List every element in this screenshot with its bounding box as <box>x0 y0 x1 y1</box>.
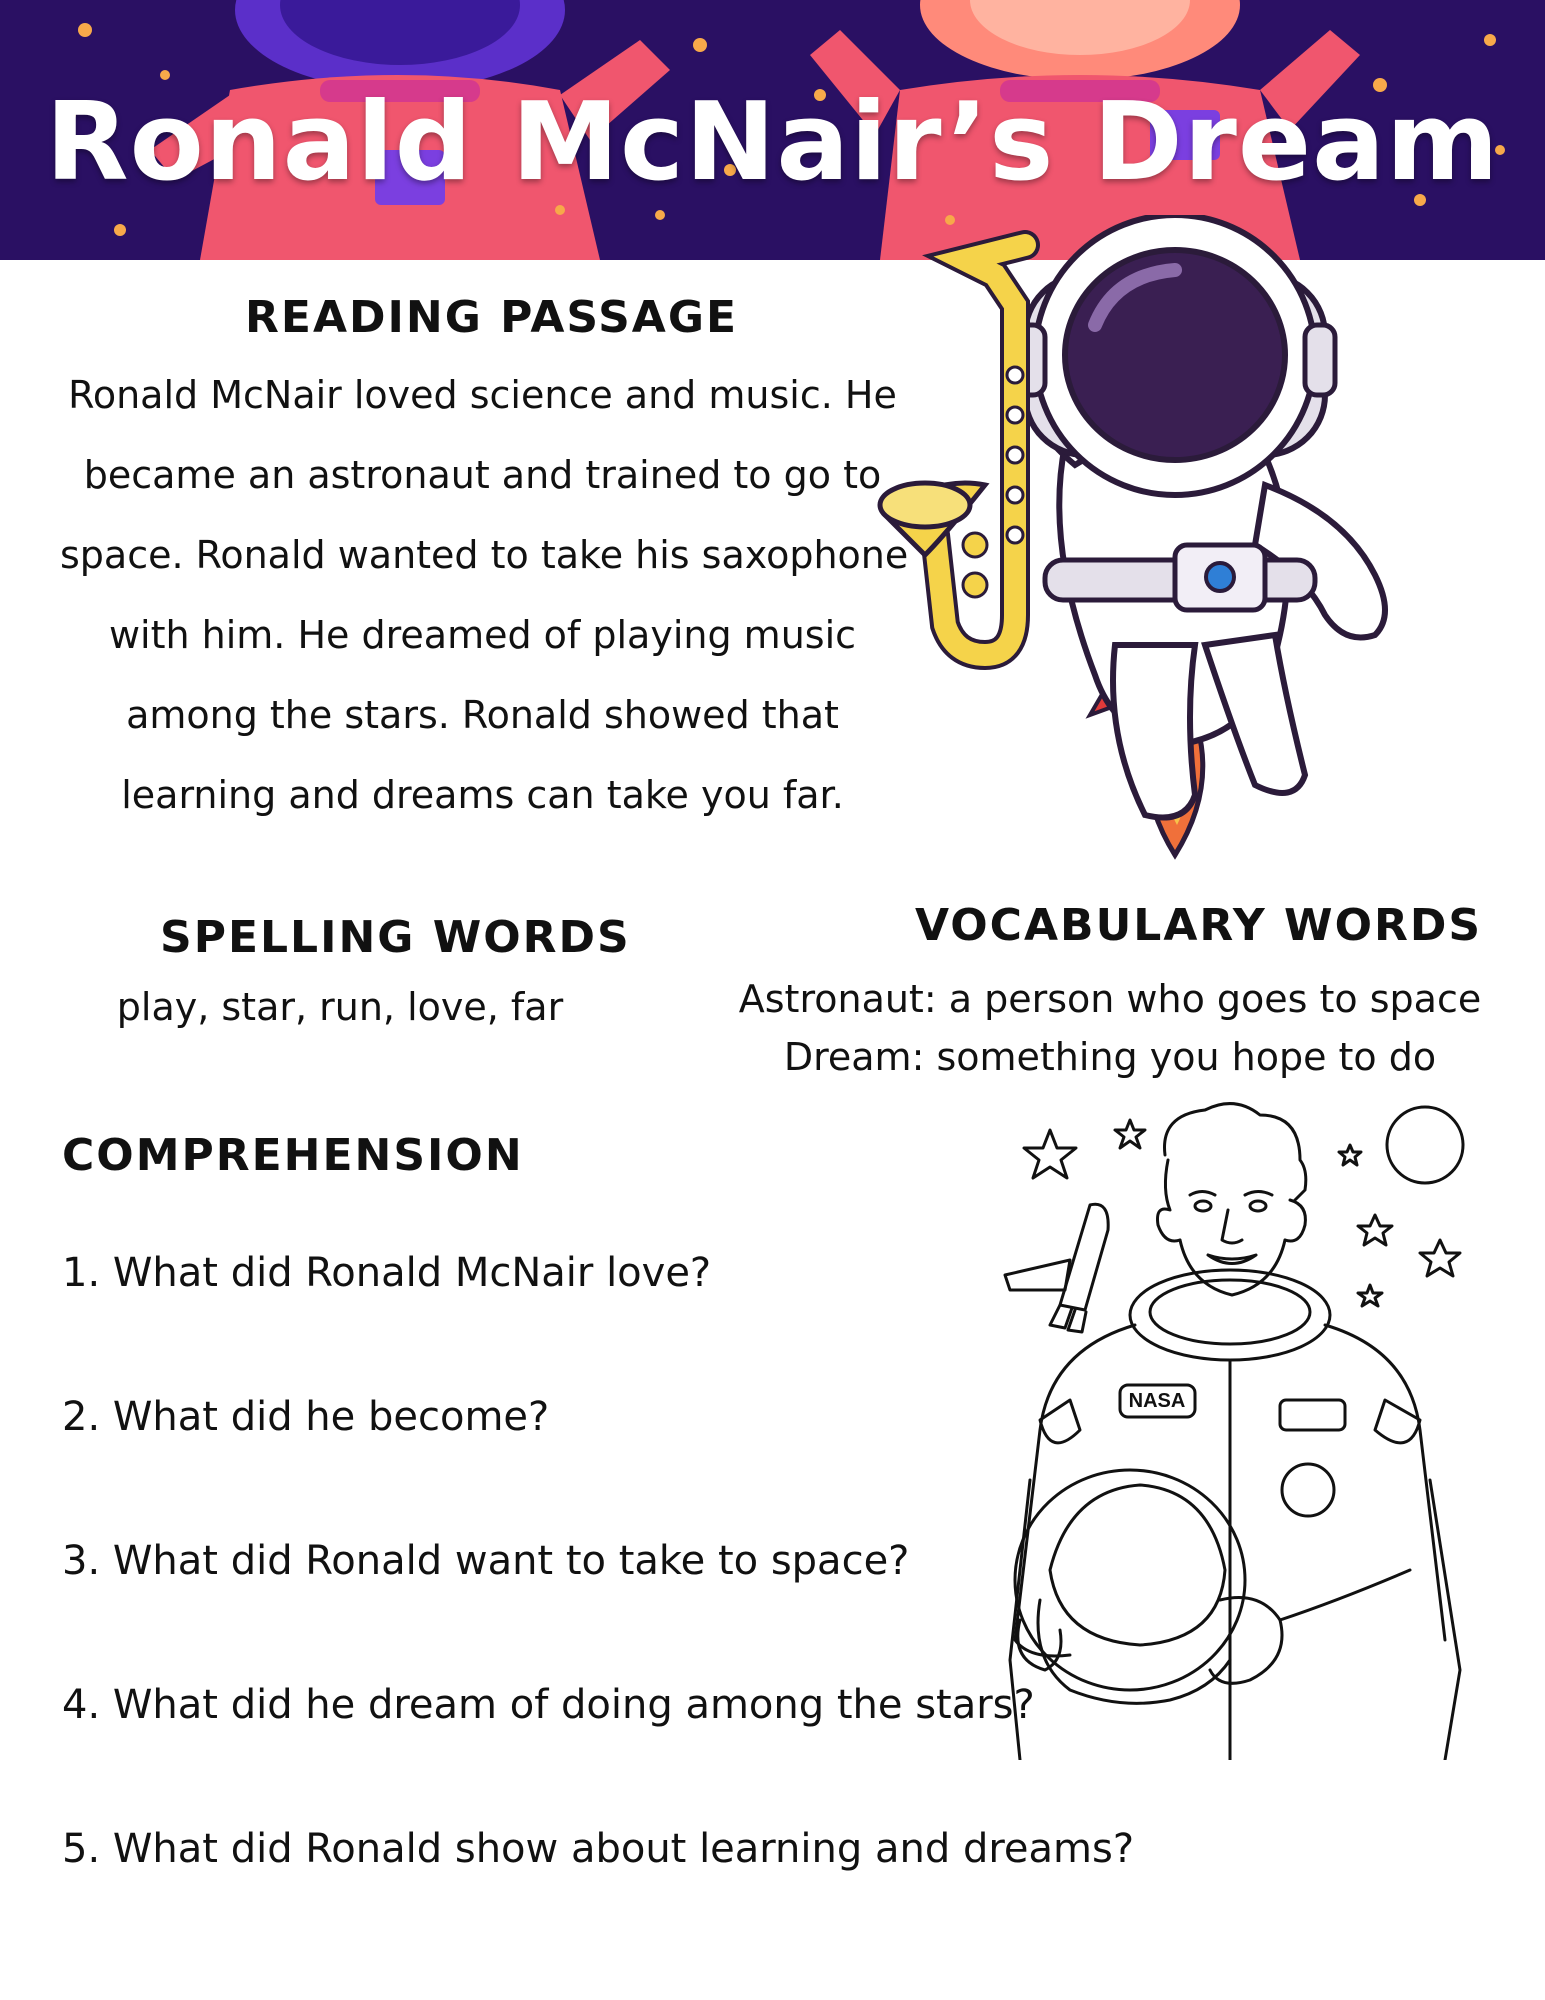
suit-badge-label: NASA <box>1128 1390 1186 1412</box>
star-icon <box>1115 1120 1145 1148</box>
question-item: 4. What did he dream of doing among the stars? <box>62 1682 1035 1728</box>
reading-passage <box>60 355 909 835</box>
question-item: 2. What did he become? <box>62 1394 550 1440</box>
spelling-words-list: play, star, run, love, far <box>116 985 564 1029</box>
passage-line: among the stars. Ronald showed that <box>126 693 839 737</box>
page-title: Ronald McNair’s Dream <box>45 80 1500 205</box>
star-icon <box>1358 1285 1382 1306</box>
passage-line: Ronald McNair loved science and music. He <box>68 373 897 417</box>
space-shuttle-icon <box>1005 1204 1108 1332</box>
star-icon <box>1339 1145 1361 1165</box>
question-item: 1. What did Ronald McNair love? <box>62 1250 712 1296</box>
spelling-words-heading: SPELLING WORDS <box>160 912 631 963</box>
passage-line: space. Ronald wanted to take his saxophone <box>60 533 909 577</box>
passage-line: became an astronaut and trained to go to <box>83 453 882 497</box>
question-item: 5. What did Ronald show about learning and dreams? <box>62 1826 1135 1872</box>
astronaut-portrait-illustration <box>990 1100 1490 1760</box>
star-icon <box>1420 1240 1460 1276</box>
comprehension-heading: COMPREHENSION <box>62 1130 524 1181</box>
question-item: 3. What did Ronald want to take to space? <box>62 1538 910 1584</box>
reading-passage-heading: READING PASSAGE <box>245 292 739 343</box>
vocabulary-list <box>715 970 1505 1086</box>
passage-line: learning and dreams can take you far. <box>121 773 844 817</box>
vocabulary-item: Astronaut: a person who goes to space <box>738 977 1482 1021</box>
vocabulary-item: Dream: something you hope to do <box>783 1035 1437 1079</box>
vocabulary-words-heading: VOCABULARY WORDS <box>915 900 1483 951</box>
star-icon <box>1024 1130 1076 1178</box>
planet-icon <box>1387 1107 1463 1183</box>
passage-line: with him. He dreamed of playing music <box>108 613 857 657</box>
astronaut-saxophone-illustration <box>875 215 1475 875</box>
star-icon <box>1358 1215 1392 1245</box>
